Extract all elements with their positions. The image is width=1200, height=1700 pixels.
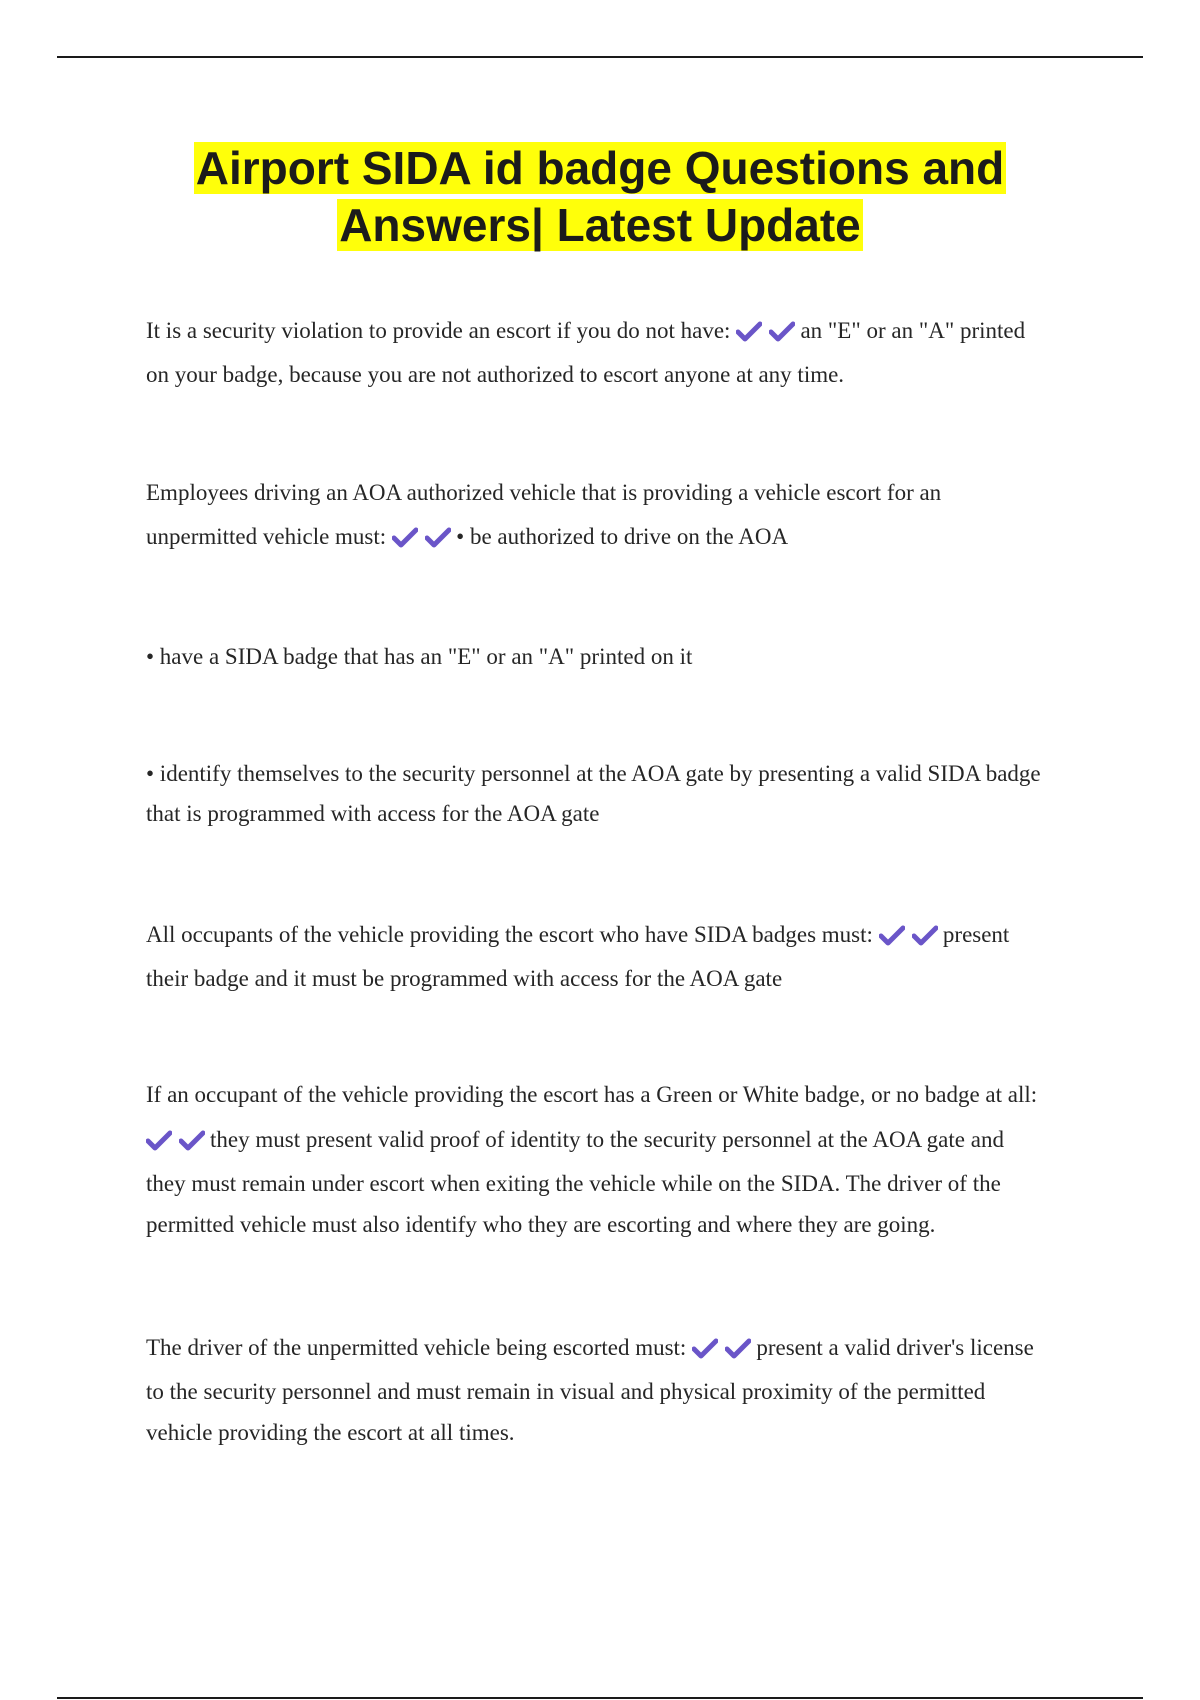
question-3: All occupants of the vehicle providing the escort who have SIDA badges must:	[146, 922, 873, 947]
check-icon	[392, 526, 418, 548]
answer-5-line-3: vehicle providing the escort at all times.	[146, 1420, 515, 1445]
question-2-line-2: unpermitted vehicle must:	[146, 524, 387, 549]
answer-1-line-2: on your badge, because you are not authorized to escort anyone at any time.	[146, 362, 845, 387]
answer-5-line-2: to the security personnel and must remain in visual and physical proximity of the permitted	[146, 1379, 986, 1404]
check-icon	[425, 526, 451, 548]
question-5: The driver of the unpermitted vehicle being escorted must:	[146, 1335, 687, 1360]
answer-checkmarks	[736, 318, 802, 343]
answer-checkmarks	[146, 1127, 212, 1152]
answer-2-bullet-3	[146, 759, 1098, 829]
answer-checkmarks	[879, 922, 945, 947]
title-line-1: Airport SIDA id badge Questions and	[195, 142, 1005, 194]
qa-item-3	[146, 920, 1098, 994]
answer-2-bullet-2: • have a SIDA badge that has an "E" or an "A" printed on it	[146, 644, 693, 669]
answer-checkmarks	[392, 524, 458, 549]
check-icon	[146, 1129, 172, 1151]
answer-2-line-1: • be authorized to drive on the AOA	[456, 524, 789, 549]
check-icon	[879, 924, 905, 946]
bottom-rule	[57, 1697, 1143, 1699]
check-icon	[736, 320, 762, 342]
qa-item-1	[146, 316, 1098, 390]
check-icon	[692, 1337, 718, 1359]
question-4: If an occupant of the vehicle providing the escort has a Green or White badge, or no badge at all:	[146, 1082, 1038, 1107]
answer-3-line-2: their badge and it must be programmed with access for the AOA gate	[146, 966, 783, 991]
answer-1-line-1: an "E" or an "A" printed	[800, 318, 1026, 343]
answer-2-bullet-3-line-1: • identify themselves to the security personnel at the AOA gate by presenting a valid SIDA badge	[146, 761, 1041, 786]
answer-2-bullet-3-line-2: that is programmed with access for the AOA gate	[146, 801, 600, 826]
answer-4-line-1: they must present valid proof of identity to the security personnel at the AOA gate and	[210, 1127, 1004, 1152]
check-icon	[912, 924, 938, 946]
answer-4-line-2: they must remain under escort when exiting the vehicle while on the SIDA. The driver of the	[146, 1171, 1001, 1196]
title-line-2: Answers| Latest Update	[339, 199, 861, 251]
page-title	[100, 140, 1100, 254]
check-icon	[769, 320, 795, 342]
top-rule	[57, 56, 1143, 58]
question-2-line-1: Employees driving an AOA authorized vehicle that is providing a vehicle escort for an	[146, 480, 942, 505]
qa-item-2	[146, 478, 1098, 552]
qa-item-5	[146, 1333, 1098, 1448]
answer-5-line-1: present a valid driver's license	[756, 1335, 1034, 1360]
question-1: It is a security violation to provide an escort if you do not have:	[146, 318, 731, 343]
answer-3-line-1: present	[942, 922, 1010, 947]
check-icon	[179, 1129, 205, 1151]
answer-4-line-3: permitted vehicle must also identify who they are escorting and where they are going.	[146, 1212, 936, 1237]
qa-item-4	[146, 1080, 1098, 1240]
check-icon	[725, 1337, 751, 1359]
answer-checkmarks	[692, 1335, 758, 1360]
